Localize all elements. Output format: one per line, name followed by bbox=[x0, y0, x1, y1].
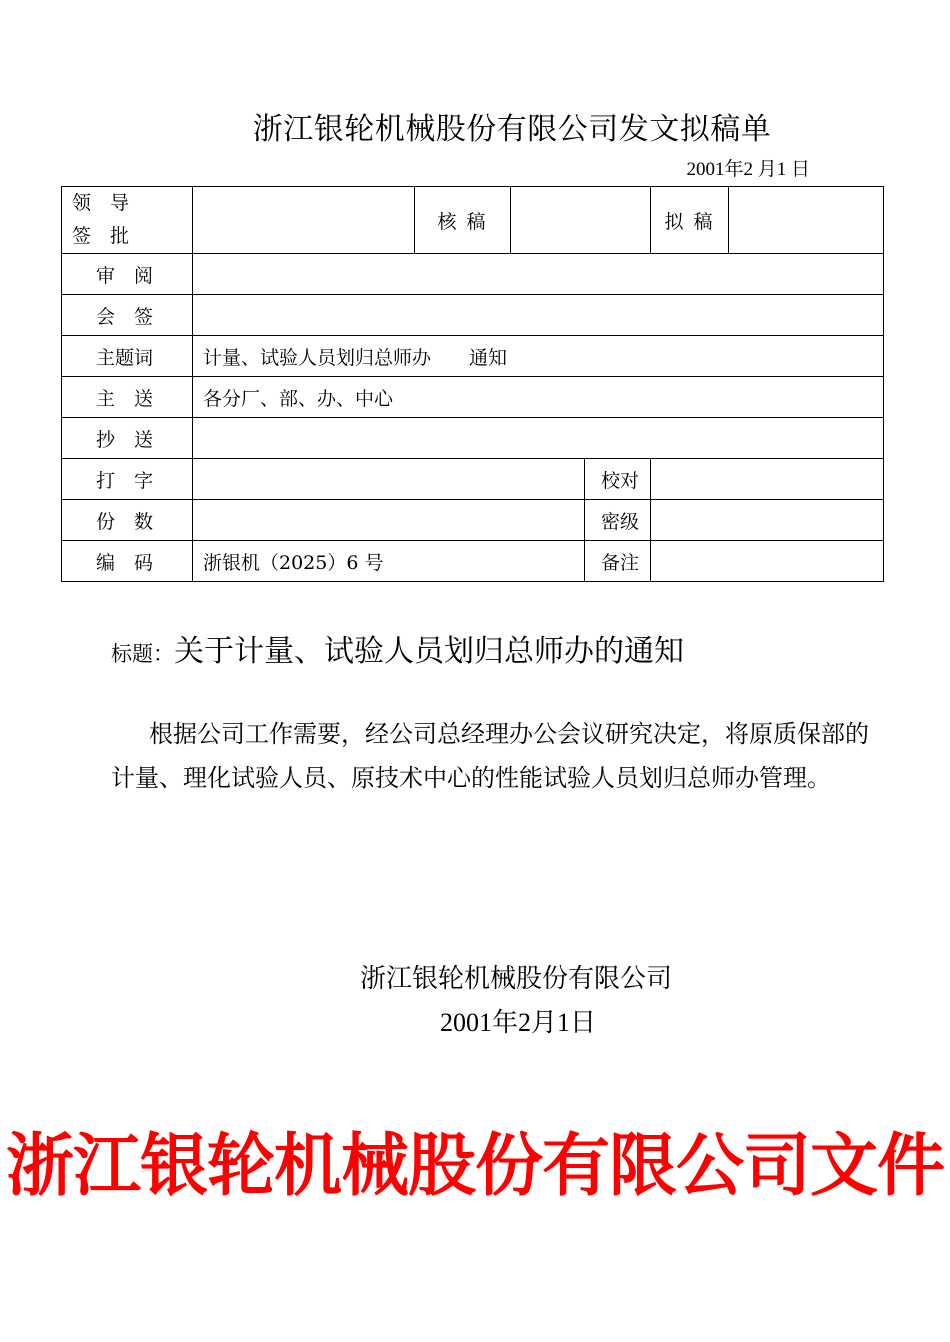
notice-subject bbox=[111, 626, 684, 670]
leader-sign-label bbox=[62, 187, 193, 254]
form-row-countersign bbox=[62, 295, 884, 336]
notice-subject-title: 关于计量、试验人员划归总师办的通知 bbox=[174, 634, 684, 669]
send-to-label: 主 送 bbox=[62, 377, 193, 418]
signature-date: 2001年2月1日 bbox=[440, 1008, 597, 1037]
subject-value[interactable]: 计量、试验人员划归总师办 通知 bbox=[193, 336, 884, 377]
copies-label: 份 数 bbox=[62, 500, 193, 541]
draft-label: 拟 稿 bbox=[651, 187, 729, 254]
form-row-copy-to bbox=[62, 418, 884, 459]
signature-company: 浙江银轮机械股份有限公司 bbox=[360, 964, 673, 994]
secret-label: 密级 bbox=[585, 500, 651, 541]
countersign-label: 会 签 bbox=[62, 295, 193, 336]
notice-body: 根据公司工作需要，经公司总经理办公会议研究决定，将原质保部的计量、理化试验人员、原技术中心的性能试验人员划归总师办管理。 bbox=[111, 720, 869, 792]
read-value[interactable] bbox=[193, 254, 884, 295]
read-label: 审 阅 bbox=[62, 254, 193, 295]
document-title: 浙江银轮机械股份有限公司发文拟稿单 bbox=[252, 112, 772, 147]
remark-value[interactable] bbox=[651, 541, 884, 582]
leader-sign-label-line1: 领 导 bbox=[72, 192, 130, 214]
form-row-code bbox=[62, 541, 884, 582]
remark-label: 备注 bbox=[585, 541, 651, 582]
leader-sign-value[interactable] bbox=[193, 187, 415, 254]
typing-label: 打 字 bbox=[62, 459, 193, 500]
red-document-header: 浙江银轮机械股份有限公司文件 bbox=[5, 1127, 944, 1206]
form-row-leader bbox=[62, 187, 884, 254]
form-row-read bbox=[62, 254, 884, 295]
secret-value[interactable] bbox=[651, 500, 884, 541]
copy-to-value[interactable] bbox=[193, 418, 884, 459]
leader-sign-label-line2: 签 批 bbox=[72, 225, 130, 247]
form-row-subject bbox=[62, 336, 884, 377]
code-value[interactable]: 浙银机（2025）6 号 bbox=[193, 541, 585, 582]
code-label: 编 码 bbox=[62, 541, 193, 582]
review-label: 核 稿 bbox=[415, 187, 511, 254]
notice-subject-prefix: 标题： bbox=[111, 642, 174, 666]
document-date: 2001年2 月1 日 bbox=[686, 159, 810, 180]
copies-value[interactable] bbox=[193, 500, 585, 541]
subject-label: 主题词 bbox=[62, 336, 193, 377]
proofread-label: 校对 bbox=[585, 459, 651, 500]
draft-value[interactable] bbox=[729, 187, 884, 254]
countersign-value[interactable] bbox=[193, 295, 884, 336]
form-row-send-to bbox=[62, 377, 884, 418]
typing-value[interactable] bbox=[193, 459, 585, 500]
review-value[interactable] bbox=[511, 187, 651, 254]
form-row-copies bbox=[62, 500, 884, 541]
copy-to-label: 抄 送 bbox=[62, 418, 193, 459]
draft-form-table bbox=[61, 186, 884, 582]
proofread-value[interactable] bbox=[651, 459, 884, 500]
send-to-value[interactable]: 各分厂、部、办、中心 bbox=[193, 377, 884, 418]
form-row-typing bbox=[62, 459, 884, 500]
